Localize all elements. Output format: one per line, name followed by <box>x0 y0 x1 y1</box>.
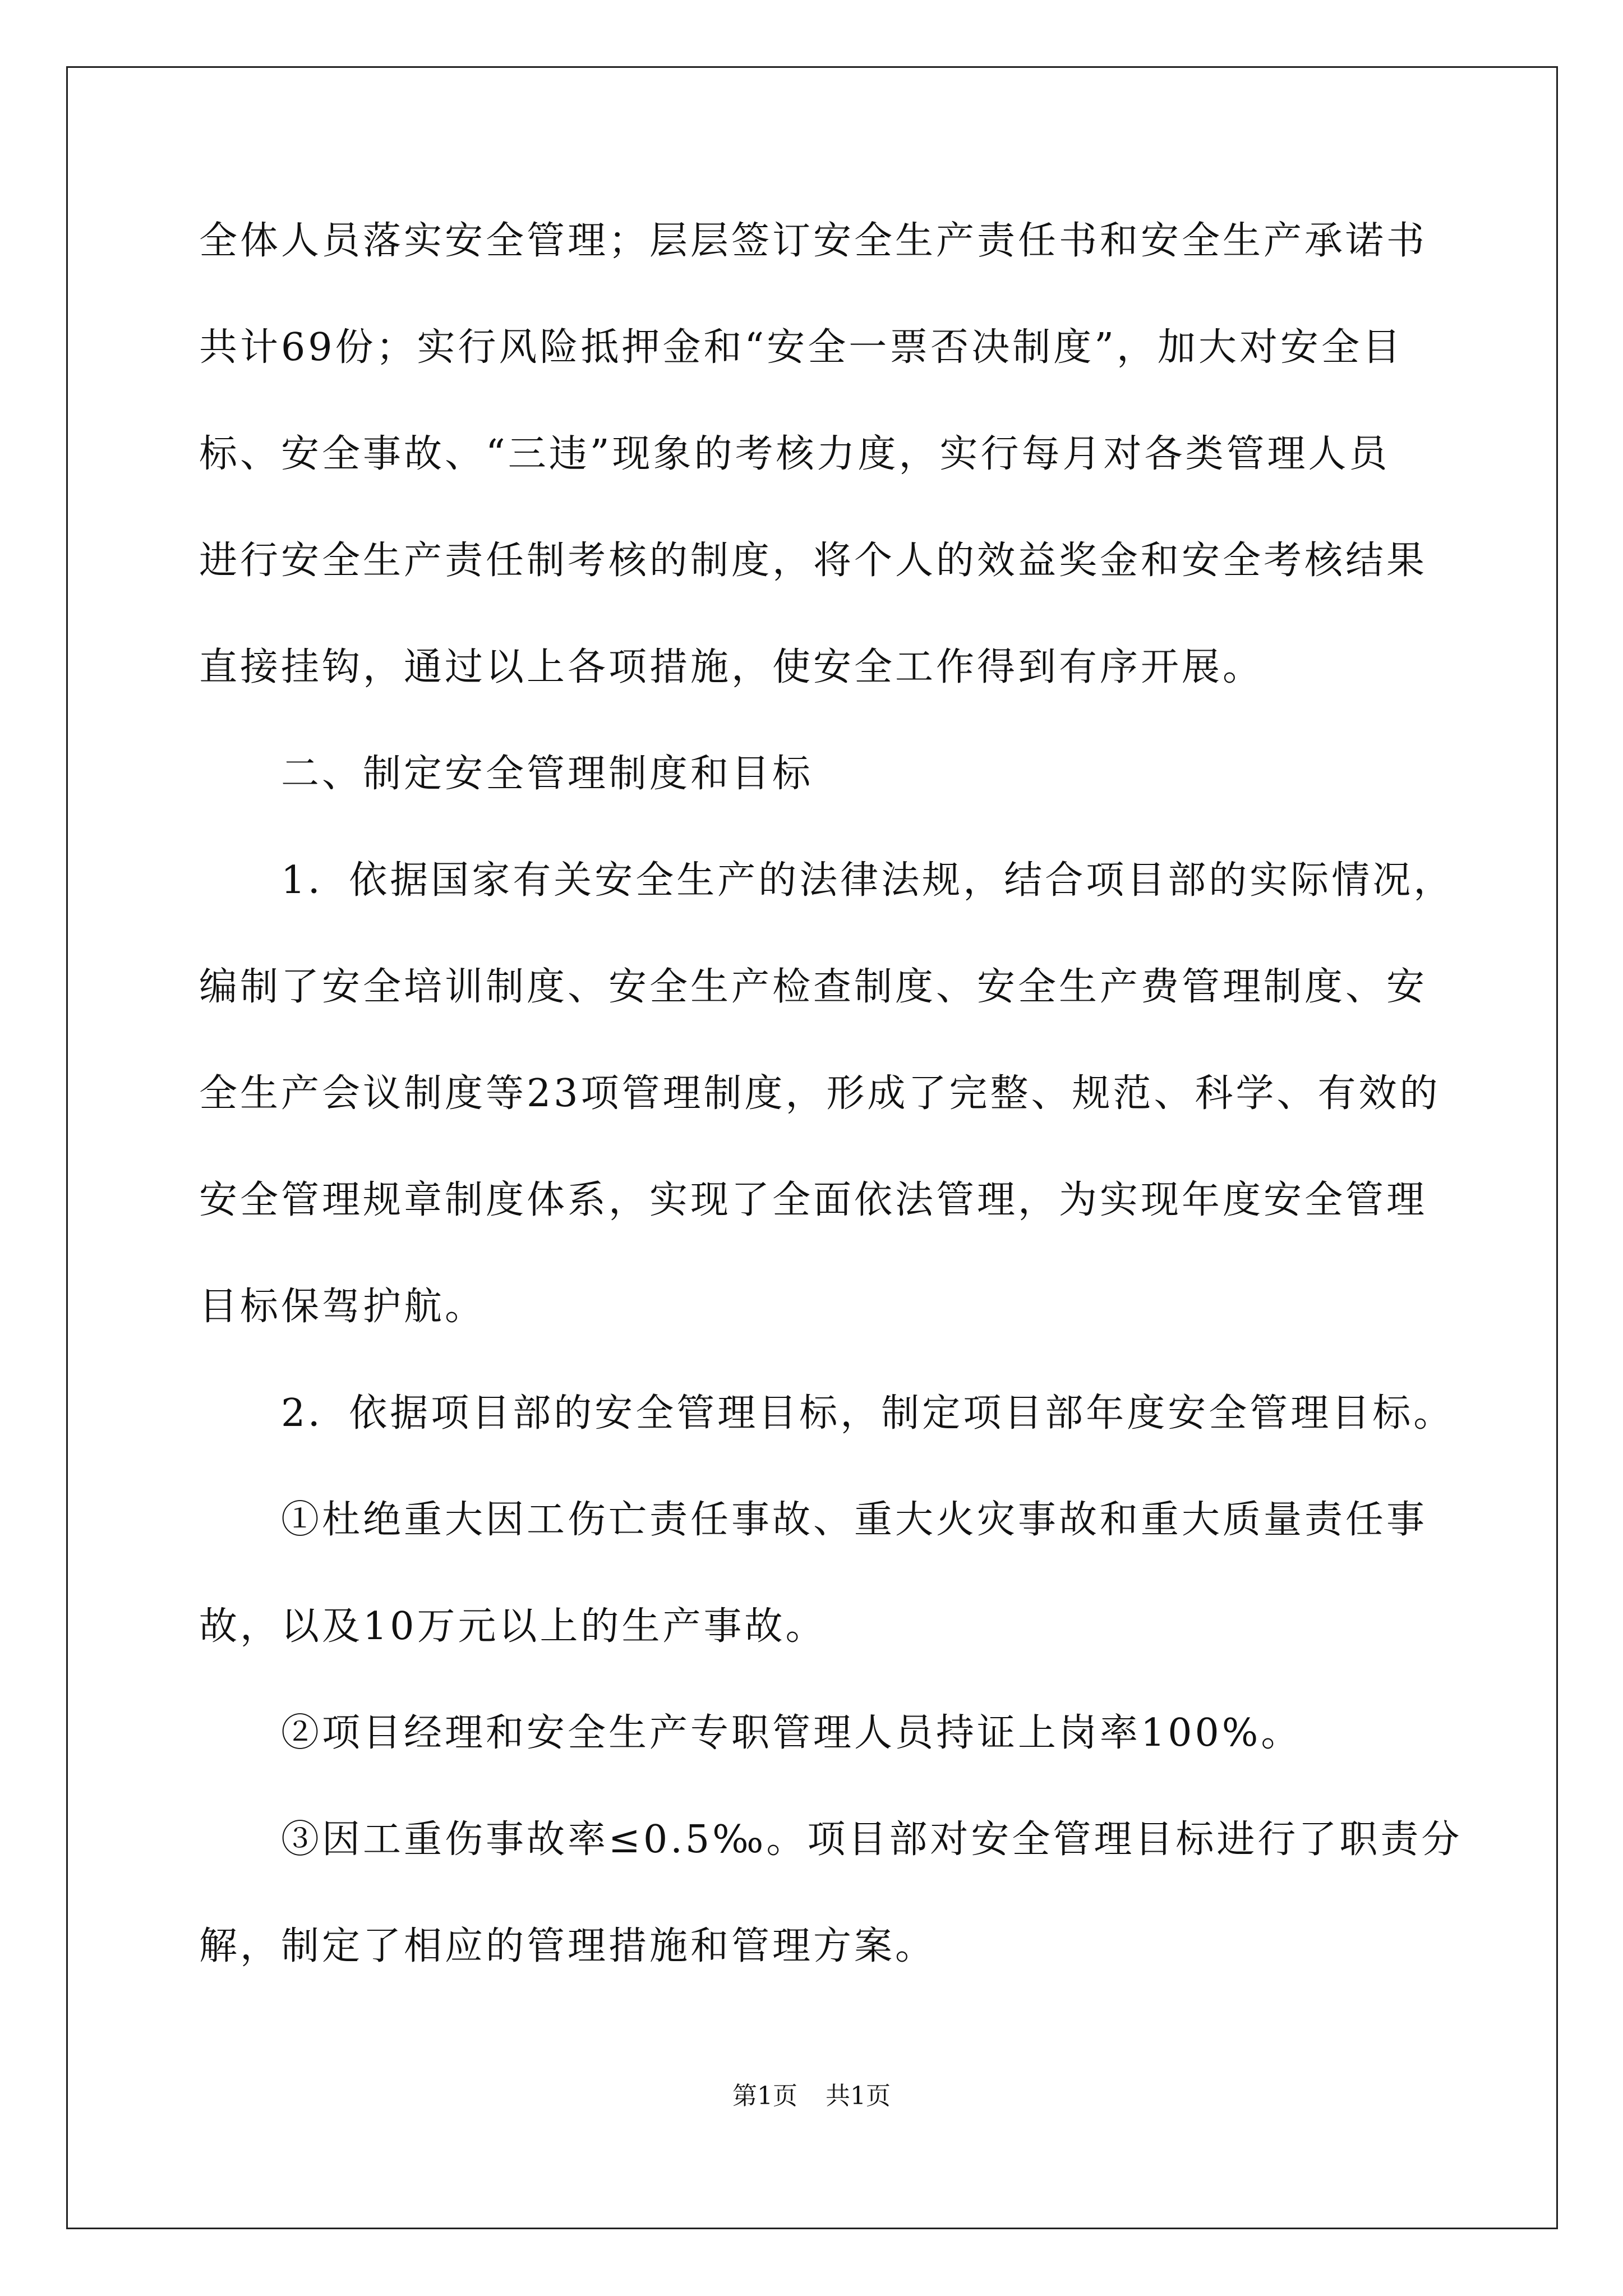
document-body <box>199 208 1463 2019</box>
text-line: 故，以及10万元以上的生产事故。 <box>199 1604 827 1649</box>
text-line: 安全管理规章制度体系，实现了全面依法管理，为实现年度安全管理 <box>199 1178 1428 1222</box>
text-line: 解，制定了相应的管理措施和管理方案。 <box>199 1924 937 1968</box>
text-line: 全体人员落实安全管理；层层签订安全生产责任书和安全生产承诺书 <box>199 219 1428 263</box>
text-line: 共计69份；实行风险抵押金和“安全一票否决制度”，加大对安全目 <box>199 325 1404 370</box>
page-total: 共1页 <box>826 2082 891 2110</box>
text-line: 目标保驾护航。 <box>199 1285 486 1329</box>
page-footer <box>0 2076 1623 2111</box>
text-line: 标、安全事故、“三违”现象的考核力度，实行每月对各类管理人员 <box>199 432 1390 476</box>
page-number: 第1页 <box>732 2082 797 2110</box>
text-line: ③因工重伤事故率≤0.5‰。项目部对安全管理目标进行了职责分 <box>281 1818 1463 1862</box>
text-line: 全生产会议制度等23项管理制度，形成了完整、规范、科学、有效的 <box>199 1071 1441 1116</box>
text-line: ①杜绝重大因工伤亡责任事故、重大火灾事故和重大质量责任事 <box>281 1498 1428 1542</box>
text-line: 二、制定安全管理制度和目标 <box>281 752 814 796</box>
text-line: 1．依据国家有关安全生产的法律法规，结合项目部的实际情况， <box>281 858 1455 903</box>
text-line: 进行安全生产责任制考核的制度，将个人的效益奖金和安全考核结果 <box>199 539 1428 583</box>
text-line: 直接挂钩，通过以上各项措施，使安全工作得到有序开展。 <box>199 645 1264 689</box>
text-line: 2．依据项目部的安全管理目标，制定项目部年度安全管理目标。 <box>281 1391 1455 1435</box>
text-line: ②项目经理和安全生产专职管理人员持证上岗率100%。 <box>281 1711 1302 1755</box>
text-line: 编制了安全培训制度、安全生产检查制度、安全生产费管理制度、安 <box>199 965 1428 1009</box>
